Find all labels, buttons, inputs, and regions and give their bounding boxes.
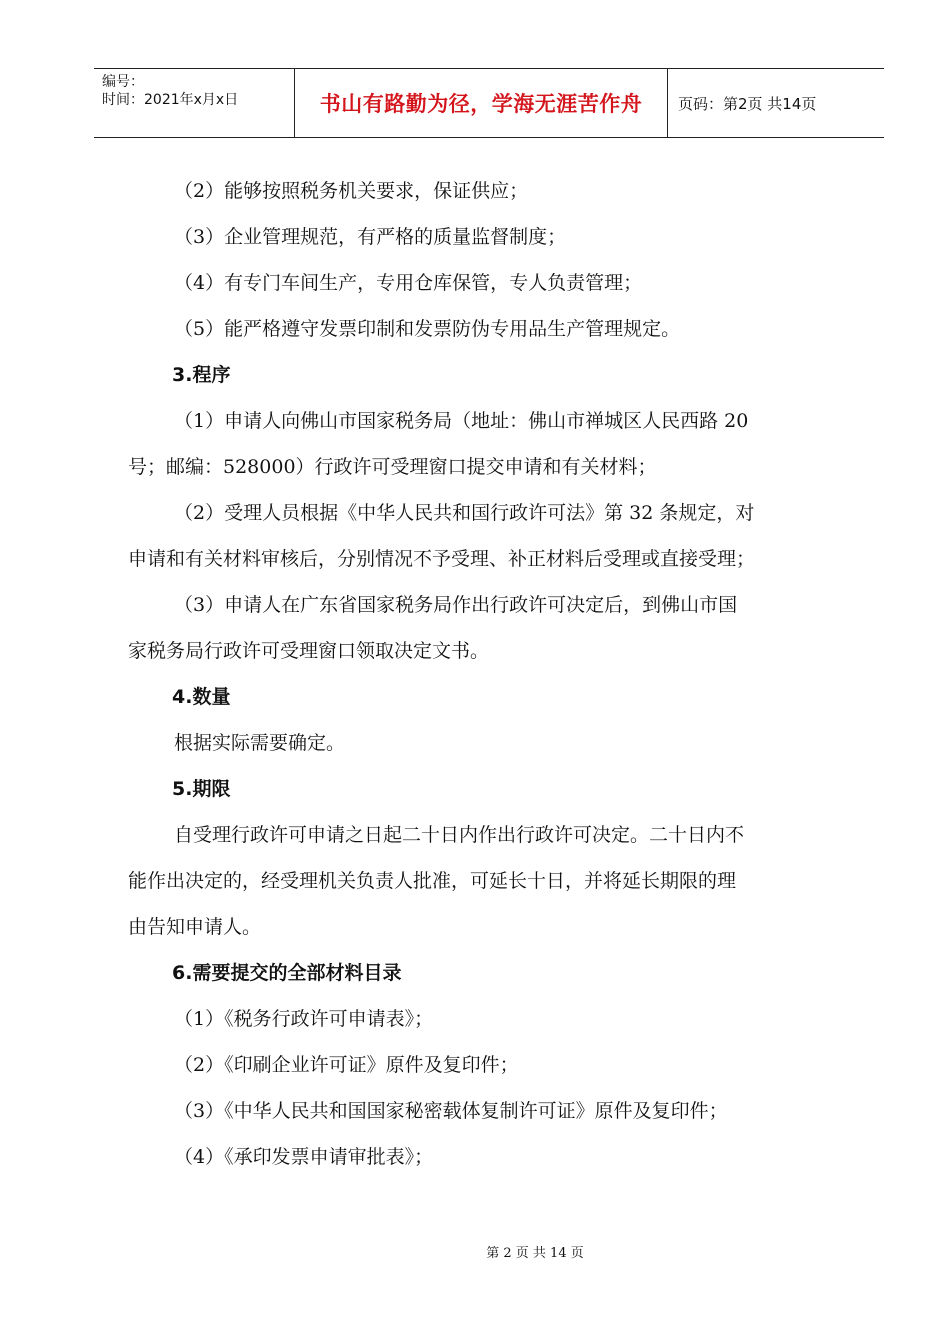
term-line-1: 自受理行政许可申请之日起二十日内作出行政许可决定。二十日内不 [174,824,745,846]
term-line-3: 由告知申请人。 [128,916,262,938]
condition-4: （4）有专门车间生产，专用仓库保管，专人负责管理； [174,272,643,294]
motto-cell [295,69,668,137]
page-footer [0,1242,950,1261]
number-label: 编号： [102,74,144,90]
condition-5: （5）能严格遵守发票印制和发票防伪专用品生产管理规定。 [174,318,681,340]
condition-3: （3）企业管理规范，有严格的质量监督制度； [174,226,567,248]
procedure-1-line-1: （1）申请人向佛山市国家税务局（地址：佛山市禅城区人民西路 20 [174,410,749,432]
section-heading-materials: 6.需要提交的全部材料目录 [172,962,402,984]
material-4: （4）《承印发票申请审批表》； [174,1146,434,1168]
procedure-3-line-2: 家税务局行政许可受理窗口领取决定文书。 [128,640,490,662]
material-3: （3）《中华人民共和国国家秘密载体复制许可证》原件及复印件； [174,1100,728,1122]
term-line-2: 能作出决定的，经受理机关负责人批准，可延长十日，并将延长期限的理 [128,870,737,892]
motto-text: 书山有路勤为径，学海无涯苦作舟 [319,92,643,116]
header-page-label: 页码：第2页 共14页 [678,94,817,113]
page-header [94,68,884,138]
quantity-text: 根据实际需要确定。 [174,732,346,754]
material-1: （1）《税务行政许可申请表》； [174,1008,434,1030]
section-heading-term: 5.期限 [172,778,231,800]
procedure-2-line-1: （2）受理人员根据《中华人民共和国行政许可法》第 32 条规定，对 [174,502,755,524]
procedure-2-line-2: 申请和有关材料审核后，分别情况不予受理、补正材料后受理或直接受理； [128,548,756,570]
section-heading-procedure: 3.程序 [172,364,231,386]
header-meta-cell [94,69,295,137]
section-heading-quantity: 4.数量 [172,686,231,708]
footer-page-number: 第 2 页 共 14 页 [486,1246,584,1261]
document-body [128,168,854,1180]
material-2: （2）《印刷企业许可证》原件及复印件； [174,1054,519,1076]
time-label: 时间：2021年x月x日 [102,92,239,108]
procedure-3-line-1: （3）申请人在广东省国家税务局作出行政许可决定后，到佛山市国 [174,594,738,616]
procedure-1-line-2: 号；邮编：528000）行政许可受理窗口提交申请和有关材料； [128,456,657,478]
page-number-cell [668,69,884,137]
condition-2: （2）能够按照税务机关要求，保证供应； [174,180,529,202]
